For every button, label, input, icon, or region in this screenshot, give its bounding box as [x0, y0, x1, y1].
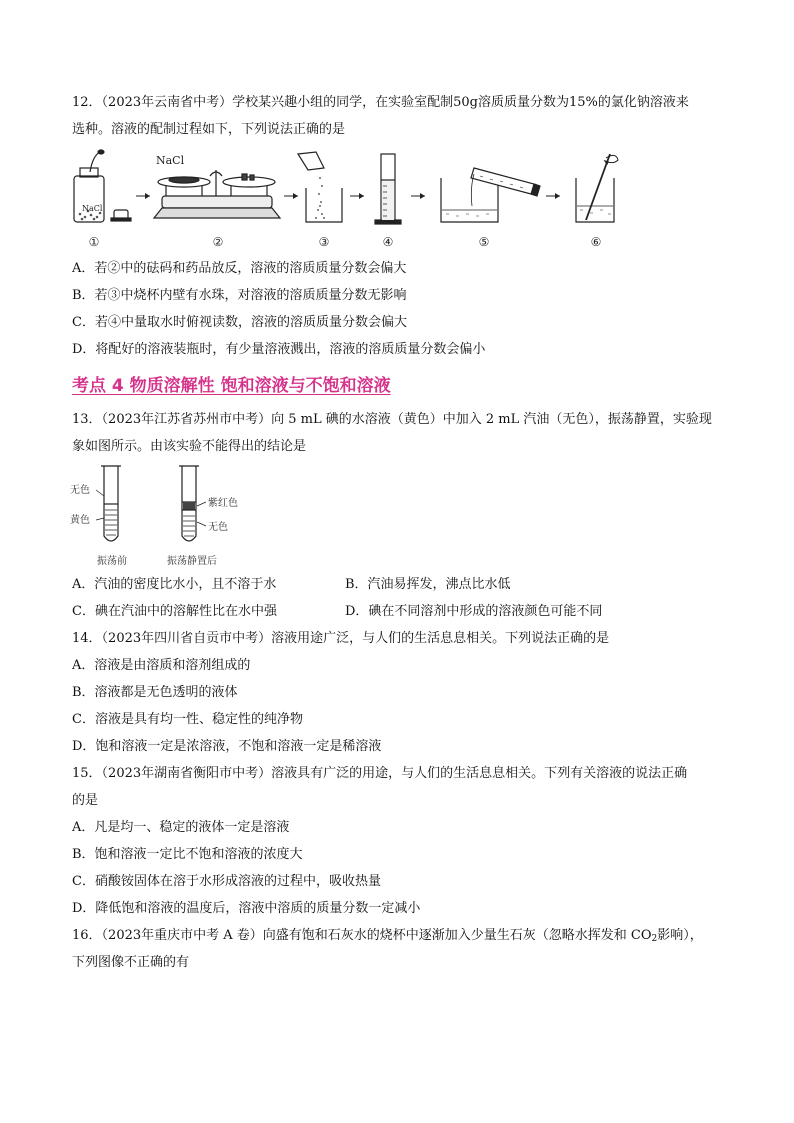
balance-icon	[154, 170, 280, 218]
q13-stem-line2: 象如图所示。由该实验不能得出的结论是	[72, 439, 307, 454]
right-top-label: 紫红色	[208, 498, 238, 509]
q16-stem-part1: 16．（2023年重庆市中考 A 卷）向盛有饱和石灰水的烧杯中逐渐加入少量生石灰（忽略水挥发和 CO	[72, 928, 652, 943]
q14-option-b: B．溶液都是无色透明的液体	[72, 685, 238, 700]
q13-options-row1	[72, 575, 732, 595]
q13-option-c: C．碘在汽油中的溶解性比在水中强	[72, 604, 277, 619]
q14-stem: 14．（2023年四川省自贡市中考）溶液用途广泛，与人们的生活息息相关。下列说法正确的是	[72, 631, 610, 646]
left-bottom-label: 黄色	[70, 515, 90, 526]
q12-stem-line1: 12．（2023年云南省中考）学校某兴趣小组的同学，在实验室配制50g溶质质量分数为15%的氯化钠溶液来	[72, 95, 689, 110]
left-top-label: 无色	[70, 485, 90, 496]
q13-stem-line1: 13．（2023年江苏省苏州市中考）向 5 mL 碘的水溶液（黄色）中加入 2 mL 汽油（无色），振荡静置，实验现	[72, 412, 712, 427]
q12-option-d: D．将配好的溶液装瓶时，有少量溶液溅出，溶液的溶质质量分数会偏小	[72, 342, 486, 357]
q16-subscript: 2	[651, 934, 658, 944]
stirring-rod-icon	[576, 154, 618, 222]
q15-option-b: B．饱和溶液一定比不饱和溶液的浓度大	[72, 847, 303, 862]
bottle-label: NaCl	[82, 204, 103, 213]
q15-stem-line2: 的是	[72, 793, 99, 808]
step-label: ③	[318, 235, 330, 249]
test-tube-before-icon	[96, 466, 121, 541]
reagent-label: NaCl	[156, 154, 185, 167]
q13-options-row2	[72, 602, 732, 622]
step-label: ⑤	[478, 235, 490, 249]
right-bottom-label: 无色	[208, 522, 228, 533]
q12-option-b: B．若③中烧杯内壁有水珠，对溶液的溶质质量分数无影响	[72, 288, 407, 303]
q16-stem-line1	[72, 926, 732, 949]
q15-option-c: C．硝酸铵固体在溶于水形成溶液的过程中，吸收热量	[72, 874, 381, 889]
q12-solution-preparation-figure	[66, 148, 646, 253]
q12-stem-line2: 选种。溶液的配制过程如下，下列说法正确的是	[72, 122, 346, 137]
right-caption: 振荡静置后	[167, 556, 217, 567]
q15-option-a: A．凡是均一、稳定的液体一定是溶液	[72, 820, 290, 835]
q15-stem-line1: 15．（2023年湖南省衡阳市中考）溶液具有广泛的用途，与人们的生活息息相关。下列有关溶液的说法正确	[72, 766, 688, 781]
q14-option-a: A．溶液是由溶质和溶剂组成的	[72, 658, 251, 673]
section-title: 考点 4 物质溶解性 饱和溶液与不饱和溶液	[72, 376, 391, 396]
q12-option-c: C．若④中量取水时俯视读数，溶液的溶质质量分数会偏大	[72, 315, 407, 330]
step-label: ①	[88, 235, 100, 249]
q13-test-tube-figure	[66, 460, 296, 570]
q15-option-d: D．降低饱和溶液的温度后，溶液中溶质的质量分数一定减小	[72, 901, 421, 916]
q14-option-c: C．溶液是具有均一性、稳定性的纯净物	[72, 712, 303, 727]
left-caption: 振荡前	[97, 556, 127, 567]
test-tube-after-icon	[179, 466, 206, 541]
q16-stem-line2: 下列图像不正确的有	[72, 955, 190, 970]
step-label: ⑥	[590, 235, 602, 249]
beaker-pouring-icon	[298, 152, 342, 222]
step-label: ②	[212, 235, 224, 249]
step-label: ④	[382, 235, 394, 249]
q14-option-d: D．饱和溶液一定是浓溶液，不饱和溶液一定是稀溶液	[72, 739, 382, 754]
pouring-water-icon	[441, 168, 540, 222]
q13-option-b: B．汽油易挥发，沸点比水低	[345, 577, 511, 592]
graduated-cylinder-icon	[375, 154, 401, 224]
q13-option-a: A．汽油的密度比水小，且不溶于水	[72, 577, 277, 592]
q12-option-a: A．若②中的砝码和药品放反，溶液的溶质质量分数会偏大	[72, 261, 407, 276]
q16-stem-part2: 影响），	[657, 928, 703, 943]
q13-option-d: D．碘在不同溶剂中形成的溶液颜色可能不同	[345, 604, 603, 619]
